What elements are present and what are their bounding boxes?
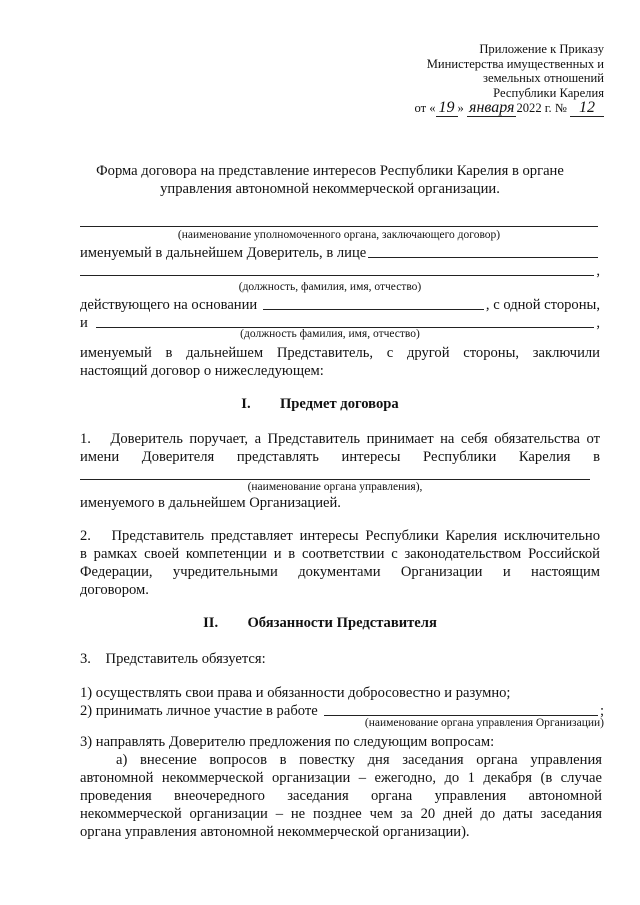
preamble-last-line: настоящий договор о нижеследующем:	[80, 363, 324, 379]
subitem-a-line-2: автономной некоммерческой организации – ежегодно, до 1 декабря (в случае	[80, 770, 602, 786]
blank-line-body-work	[324, 715, 598, 716]
clause-2-line-2: в рамках своей компетенции и в соответствии с законодательством Российской	[80, 546, 600, 562]
preamble-first-party: , с одной стороны,	[485, 297, 600, 313]
clause-1-line-1: 1. Доверитель поручает, а Представитель принимает на себя обязательства от	[80, 431, 600, 447]
blank-line-person	[368, 257, 598, 258]
date-number-handwritten: 12	[570, 101, 604, 117]
date-mid: »	[457, 101, 467, 115]
clause-1-line-3: именуемого в дальнейшем Организацией.	[80, 495, 341, 511]
title-line-2: управления автономной некоммерческой организации.	[160, 181, 500, 197]
caption-governing-body: (наименование органа управления),	[247, 481, 423, 493]
appendix-line-3: земельных отношений	[483, 71, 604, 85]
section-1-title: Предмет договора	[279, 396, 399, 412]
appendix-line-4: Республики Карелия	[493, 85, 604, 100]
clause-2-line-4: договором.	[80, 582, 149, 598]
section-1-heading	[0, 395, 640, 413]
blank-line-authority	[80, 226, 598, 227]
section-1-number: I.	[241, 396, 251, 412]
subitem-a-line-1: а) внесение вопросов в повестку дня заседания органа управления	[116, 752, 602, 768]
preamble-line-principal	[80, 244, 600, 262]
preamble-line-blank	[80, 262, 600, 280]
preamble-line-basis	[80, 296, 600, 314]
obligation-2-text: 2) принимать личное участие в работе	[80, 703, 318, 719]
preamble-representative-line: именуемый в дальнейшем Представитель, с другой стороны, заключили	[80, 345, 600, 361]
appendix-line-2: Министерства имущественных и	[426, 56, 604, 71]
date-month-handwritten: января	[469, 99, 515, 116]
preamble-comma-2: ,	[596, 315, 600, 331]
preamble-principal-text: именуемый в дальнейшем Доверитель, в лице	[80, 245, 367, 261]
obligation-2-semicolon: ;	[599, 703, 604, 719]
caption-representative: (должность фамилия, имя, отчество)	[240, 328, 420, 340]
caption-position: (должность, фамилия, имя, отчество)	[238, 281, 422, 293]
appendix-date-line	[344, 101, 604, 117]
date-year: 2022 г. №	[516, 101, 567, 115]
preamble-and: и	[80, 315, 88, 331]
blank-line-governing-body	[80, 479, 590, 480]
subitem-a-line-4: некоммерческой организации – не позднее чем за 20 дней до даты заседания	[80, 806, 602, 822]
document-title	[60, 162, 600, 198]
section-2-heading	[0, 614, 640, 632]
obligation-1: 1) осуществлять свои права и обязанности добросовестно и разумно;	[80, 685, 511, 701]
caption-body-organization: (наименование органа управления Организации)	[364, 717, 604, 729]
blank-line-position	[80, 275, 594, 276]
clause-2-line-1: 2. Представитель представляет интересы Республики Карелия исключительно	[80, 528, 600, 544]
clause-1-line-2: имени Доверителя представлять интересы Республики Карелия в	[80, 449, 600, 465]
section-2-title: Обязанности Представителя	[247, 615, 437, 631]
blank-line-basis	[263, 309, 484, 310]
obligation-3: 3) направлять Доверителю предложения по следующим вопросам:	[80, 734, 495, 750]
subitem-a-line-3: проведения внеочередного заседания органа управления автономной	[80, 788, 602, 804]
preamble-comma: ,	[596, 263, 600, 279]
appendix-block	[344, 42, 604, 117]
preamble-basis-text: действующего на основании	[80, 297, 258, 313]
appendix-line-1: Приложение к Приказу	[479, 42, 604, 56]
date-day-handwritten: 19	[436, 99, 458, 117]
clause-3: 3. Представитель обязуется:	[80, 651, 266, 667]
clause-2-line-3: Федерации, учредительными документами Организации и настоящим	[80, 564, 600, 580]
title-line-1: Форма договора на представление интересов Республики Карелия в органе	[96, 163, 564, 179]
subitem-a-line-5: органа управления автономной некоммерческой организации).	[80, 824, 470, 840]
section-2-number: II.	[203, 615, 219, 631]
date-prefix: от «	[414, 101, 436, 115]
caption-authority: (наименование уполномоченного органа, заключающего договор)	[177, 229, 501, 241]
